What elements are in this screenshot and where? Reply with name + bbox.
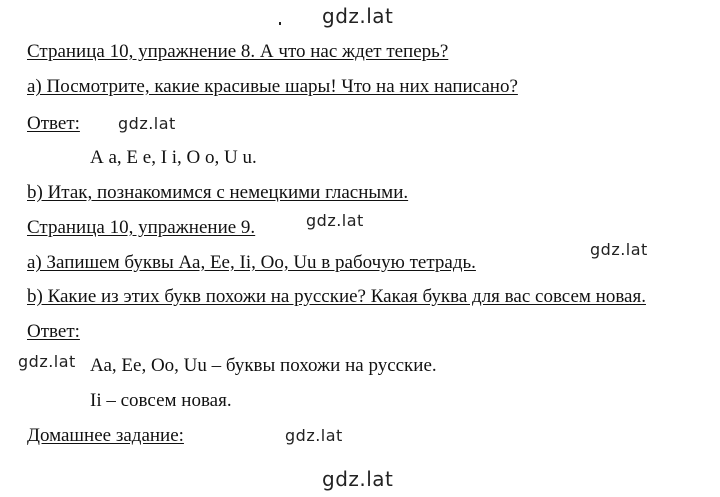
- watermark-answer-1: gdz.lat: [118, 114, 176, 133]
- answer-2-line-2: Ii – совсем новая.: [90, 390, 232, 411]
- exercise-9-heading: Страница 10, упражнение 9.: [27, 217, 256, 238]
- exercise-8-task-b: b) Итак, познакомимся с немецкими гласными.: [27, 182, 409, 203]
- watermark-bottom: gdz.lat: [322, 467, 394, 491]
- exercise-9-task-a: а) Запишем буквы Аа, Ее, Ii, Оо, Uu в рабочую тетрадь.: [27, 252, 476, 273]
- exercise-9-task-b: b) Какие из этих букв похожи на русские? Какая буква для вас совсем новая.: [27, 286, 646, 307]
- watermark-left: gdz.lat: [18, 352, 76, 371]
- exercise-8-task-a: а) Посмотрите, какие красивые шары! Что на них написано?: [27, 76, 518, 97]
- watermark-middle: gdz.lat: [306, 211, 364, 230]
- answer-1-text: А а, Е е, I i, О о, U u.: [90, 147, 257, 168]
- answer-label-1: Ответ:: [27, 113, 80, 134]
- exercise-8-heading: Страница 10, упражнение 8. А что нас ждет теперь?: [27, 41, 449, 62]
- answer-2-line-1: Аа, Ее, Оо, Uu – буквы похожи на русские.: [90, 355, 437, 376]
- watermark-homework: gdz.lat: [285, 426, 343, 445]
- watermark-right: gdz.lat: [590, 240, 648, 259]
- stray-mark: [279, 22, 281, 25]
- homework-label: Домашнее задание:: [27, 425, 184, 446]
- watermark-top: gdz.lat: [322, 4, 394, 28]
- answer-label-2: Ответ:: [27, 321, 80, 342]
